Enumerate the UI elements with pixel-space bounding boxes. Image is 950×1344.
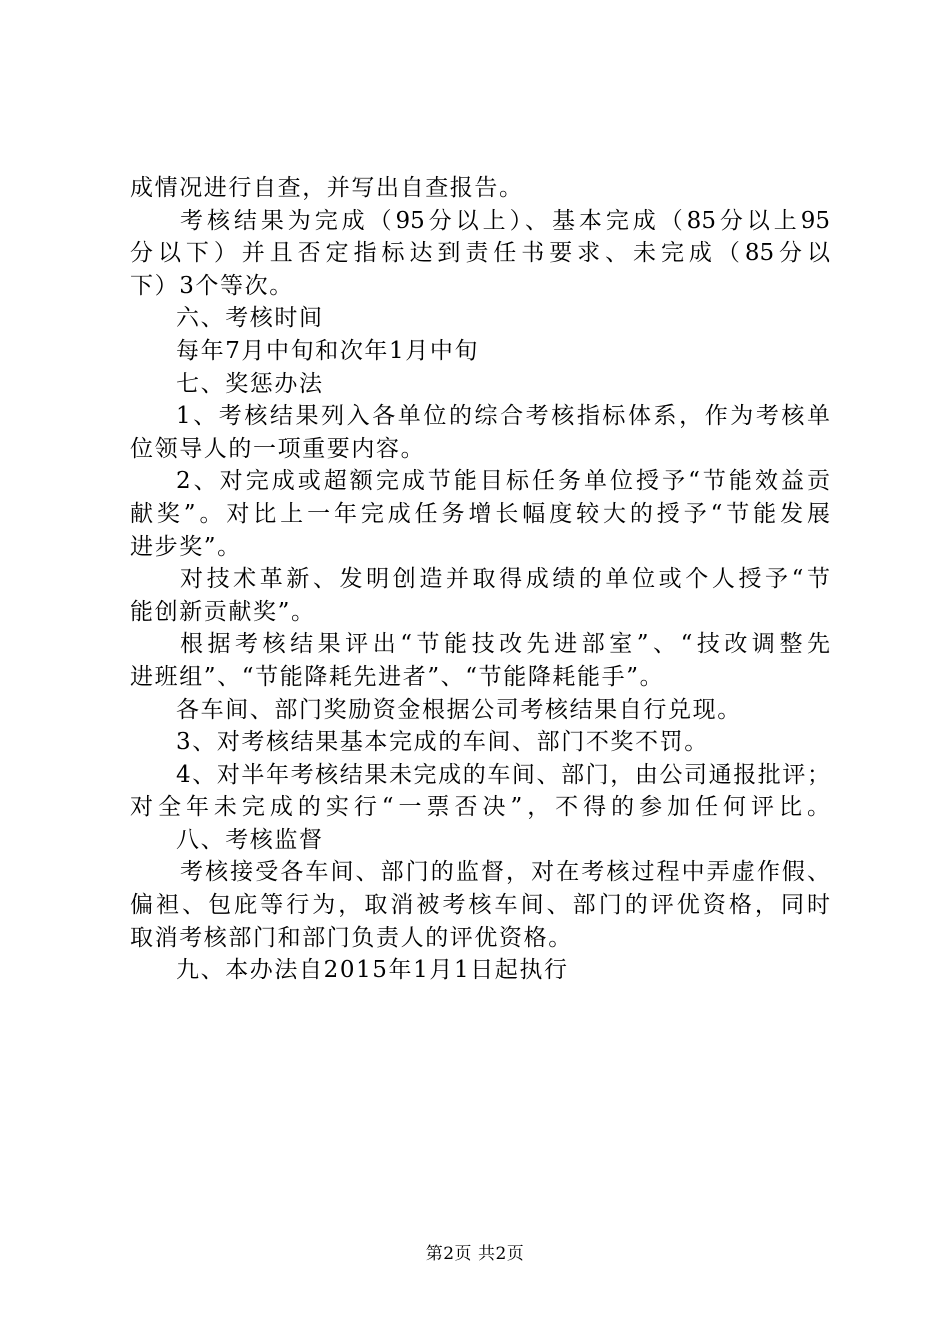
text-line: 献奖”。对比上一年完成任务增长幅度较大的授予“节能发展 (130, 500, 830, 527)
text-line: 对技术革新、发明创造并取得成绩的单位或个人授予“节 (180, 566, 830, 593)
text-line: 进班组”、“节能降耗先进者”、“节能降耗能手”。 (130, 663, 665, 690)
text-line: 3、对考核结果基本完成的车间、部门不奖不罚。 (176, 729, 709, 756)
text-line: 4、对半年考核结果未完成的车间、部门，由公司通报批评； (176, 761, 830, 788)
section-heading: 九、本办法自2015年1月1日起执行 (176, 957, 569, 984)
text-line: 每年7月中旬和次年1月中旬 (176, 337, 480, 364)
body-text (130, 172, 830, 987)
text-line: 2、对完成或超额完成节能目标任务单位授予“节能效益贡 (176, 468, 830, 495)
text-line: 考核结果为完成（95分以上）、基本完成（85分以上95 (180, 207, 830, 234)
text-line: 进步奖”。 (130, 533, 242, 560)
text-line: 根据考核结果评出“节能技改先进部室”、“技改调整先 (180, 631, 830, 658)
text-line: 考核接受各车间、部门的监督，对在考核过程中弄虚作假、 (180, 859, 830, 886)
text-line: 1、考核结果列入各单位的综合考核指标体系，作为考核单 (176, 403, 830, 430)
text-line: 分以下）并且否定指标达到责任书要求、未完成（85分以 (130, 240, 830, 267)
page-footer: 第2页 共2页 (425, 1244, 525, 1264)
section-heading: 六、考核时间 (176, 305, 324, 332)
text-line: 下）3个等次。 (130, 272, 294, 299)
text-line: 偏袒、包庇等行为，取消被考核车间、部门的评优资格，同时 (130, 892, 830, 919)
section-heading: 七、奖惩办法 (176, 370, 324, 397)
text-line: 对全年未完成的实行“一票否决”，不得的参加任何评比。 (130, 794, 830, 821)
text-line: 成情况进行自查，并写出自查报告。 (130, 175, 524, 201)
section-heading: 八、考核监督 (176, 826, 324, 853)
text-line: 各车间、部门奖励资金根据公司考核结果自行兑现。 (176, 696, 742, 723)
text-line: 能创新贡献奖”。 (130, 598, 316, 625)
text-line: 取消考核部门和部门负责人的评优资格。 (130, 924, 573, 951)
text-line: 位领导人的一项重要内容。 (130, 435, 426, 462)
